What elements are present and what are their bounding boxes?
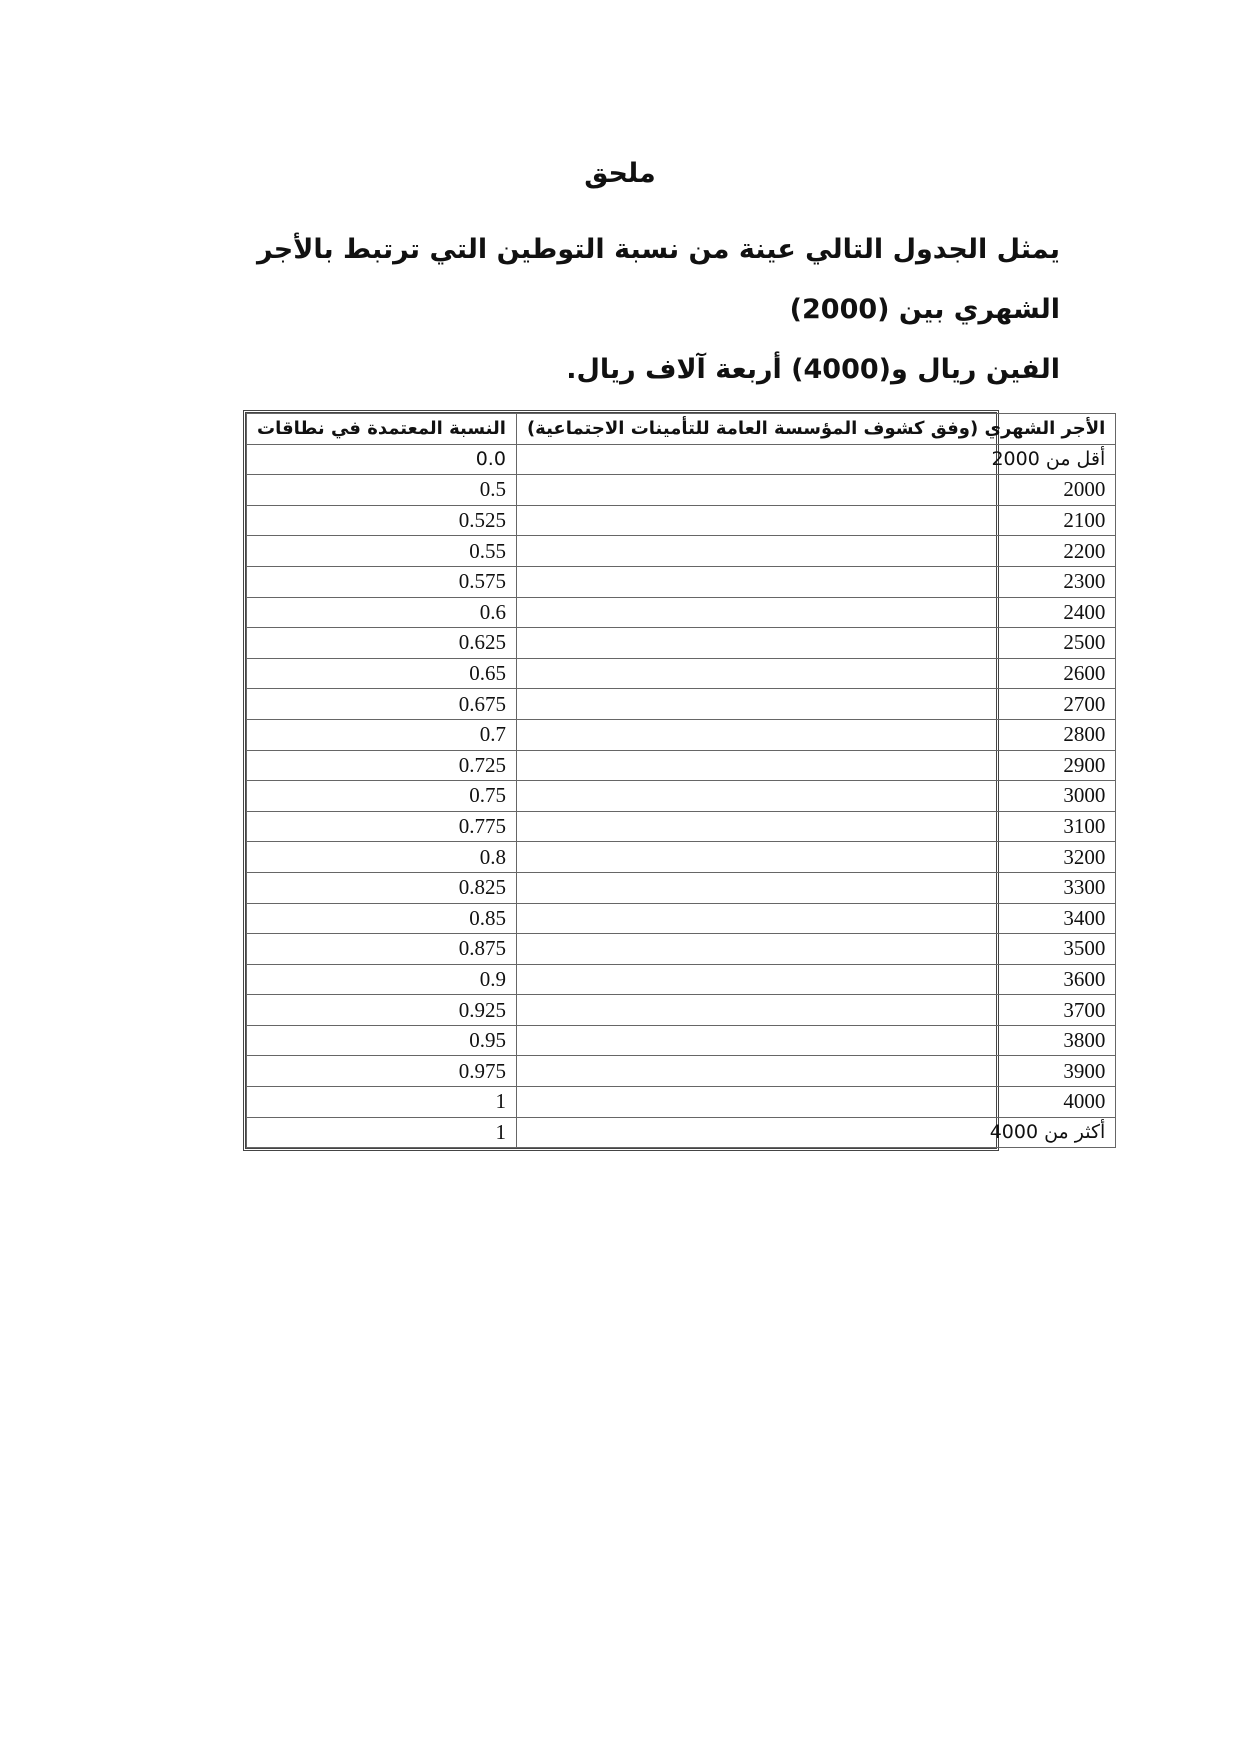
table-row: [247, 872, 1116, 903]
intro-line: الفين ريال و(4000) أربعة آلاف ريال.: [566, 354, 1060, 385]
ratio-cell: 0.6: [247, 597, 517, 628]
wage-cell: 3600: [516, 964, 1115, 995]
table-row: [247, 628, 1116, 659]
table-row: [247, 903, 1116, 934]
wage-cell: 3100: [516, 811, 1115, 842]
table-row: [247, 781, 1116, 812]
wage-cell: أقل من 2000: [516, 444, 1115, 475]
table-row: [247, 934, 1116, 965]
ratio-cell: 0.875: [247, 934, 517, 965]
table-row: [247, 719, 1116, 750]
ratio-cell: 0.95: [247, 1025, 517, 1056]
wage-cell: 4000: [516, 1087, 1115, 1118]
table-row: [247, 597, 1116, 628]
table-row: [247, 505, 1116, 536]
ratio-cell: 0.675: [247, 689, 517, 720]
table-row: [247, 1087, 1116, 1118]
table-row: [247, 750, 1116, 781]
table-row: [247, 475, 1116, 506]
ratio-cell: 0.625: [247, 628, 517, 659]
table-row: [247, 1117, 1116, 1148]
ratio-cell: 0.5: [247, 475, 517, 506]
wage-cell: 3200: [516, 842, 1115, 873]
ratio-cell: 0.85: [247, 903, 517, 934]
wage-cell: 3000: [516, 781, 1115, 812]
wage-cell: 2900: [516, 750, 1115, 781]
ratio-cell: 0.75: [247, 781, 517, 812]
table-row: [247, 811, 1116, 842]
page-title: ملحق: [584, 158, 656, 189]
wage-cell: 2300: [516, 566, 1115, 597]
table-row: [247, 689, 1116, 720]
table-row: [247, 658, 1116, 689]
wage-cell: 2100: [516, 505, 1115, 536]
ratio-cell: 0.7: [247, 719, 517, 750]
wage-cell: 3700: [516, 995, 1115, 1026]
table-row: [247, 566, 1116, 597]
ratio-cell: 0.575: [247, 566, 517, 597]
wage-cell: 2200: [516, 536, 1115, 567]
wage-cell: 2500: [516, 628, 1115, 659]
wage-cell: 2700: [516, 689, 1115, 720]
ratio-cell: 0.9: [247, 964, 517, 995]
table-row: [247, 995, 1116, 1026]
wage-cell: 3500: [516, 934, 1115, 965]
intro-paragraph: [180, 220, 1060, 400]
wage-column-header: الأجر الشهري (وفق كشوف المؤسسة العامة للتأمينات الاجتماعية): [516, 414, 1115, 445]
ratio-cell: 0.0: [247, 444, 517, 475]
wage-cell: 2800: [516, 719, 1115, 750]
ratio-cell: 0.55: [247, 536, 517, 567]
ratio-cell: 0.525: [247, 505, 517, 536]
table-body: [247, 444, 1116, 1148]
ratio-cell: 1: [247, 1087, 517, 1118]
ratio-cell: 0.725: [247, 750, 517, 781]
ratio-cell: 0.65: [247, 658, 517, 689]
ratio-cell: 0.8: [247, 842, 517, 873]
table-row: [247, 964, 1116, 995]
table-row: [247, 1025, 1116, 1056]
wage-cell: 3400: [516, 903, 1115, 934]
wage-cell: 2000: [516, 475, 1115, 506]
table-row: [247, 1056, 1116, 1087]
table-row: [247, 536, 1116, 567]
wage-cell: 3300: [516, 872, 1115, 903]
table-row: [247, 444, 1116, 475]
ratio-cell: 0.825: [247, 872, 517, 903]
ratio-cell: 1: [247, 1117, 517, 1148]
wage-ratio-table-frame: [243, 410, 1106, 1151]
wage-cell: 3800: [516, 1025, 1115, 1056]
ratio-cell: 0.975: [247, 1056, 517, 1087]
ratio-cell: 0.925: [247, 995, 517, 1026]
wage-cell: 2400: [516, 597, 1115, 628]
wage-cell: 3900: [516, 1056, 1115, 1087]
wage-cell: 2600: [516, 658, 1115, 689]
ratio-cell: 0.775: [247, 811, 517, 842]
table-row: [247, 842, 1116, 873]
wage-ratio-table: [246, 413, 1116, 1148]
wage-cell: أكثر من 4000: [516, 1117, 1115, 1148]
intro-line: يمثل الجدول التالي عينة من نسبة التوطين التي ترتبط بالأجر الشهري بين (2000): [257, 234, 1060, 325]
table-header-row: [247, 414, 1116, 445]
ratio-column-header: النسبة المعتمدة في نطاقات: [247, 414, 517, 445]
